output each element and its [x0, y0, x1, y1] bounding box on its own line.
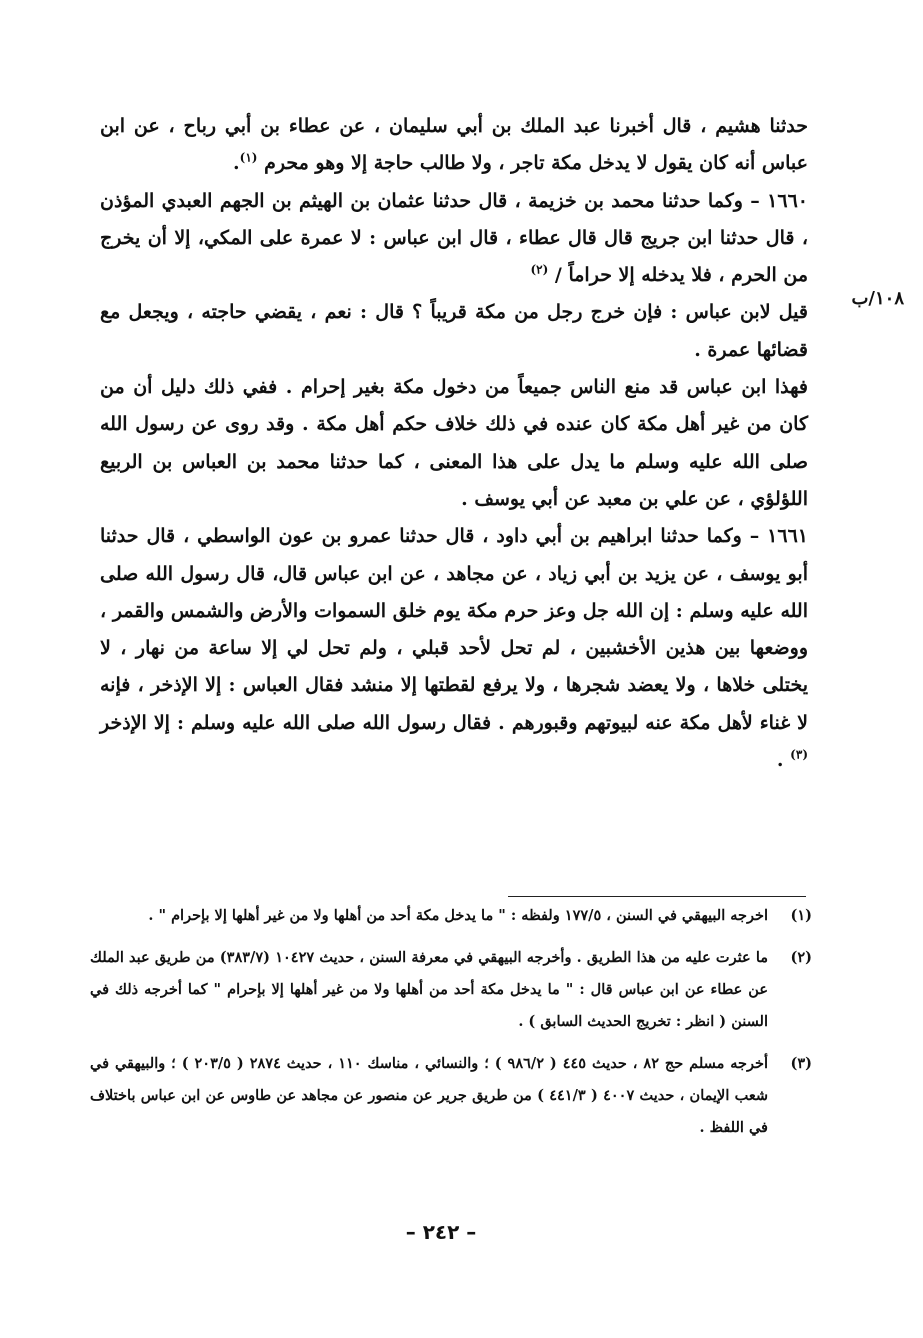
footnote-ref-2: (٢) [530, 262, 549, 277]
footnote-text: ما عثرت عليه من هذا الطريق . وأخرجه البيهقي في معرفة السنن ، حديث ١٠٤٢٧ (٣٨٣/٧) من طريق عبد الملك عن عطاء عن ابن عباس قال : " ما يدخل مكة أحد من أهلها ولا من غير أهلها إلا بإحرام " كما أخرجه ذلك في السنن ( انظر : تخريج الحديث السابق ) . [90, 949, 769, 1030]
paragraph-2-text: ١٦٦٠ – وكما حدثنا محمد بن خزيمة ، قال حدثنا عثمان بن الهيثم بن الجهم العبدي المؤذن ، قال حدثنا ابن جريج قال قال عطاء ، قال ابن عباس : لا عمرة على المكي، إلا أن يخرج من الحرم ، فلا يدخله إلا حراماً / [100, 189, 808, 287]
footnote-ref-3: (٣) [790, 747, 808, 762]
footnote-text: اخرجه البيهقي في السنن ، ١٧٧/٥ ولفظه : " ما يدخل مكة أحد من أهلها ولا من غير أهلها إلا بإحرام " . [148, 907, 768, 924]
manuscript-folio-marker: ١٠٨/ب [851, 288, 904, 309]
footnote-3 [90, 1048, 812, 1144]
footnote-number: (١) [790, 907, 812, 924]
footnote-1 [90, 900, 812, 932]
footnote-divider [508, 896, 806, 897]
paragraph-1-end: . [233, 152, 240, 175]
footnote-number: (٣) [790, 1055, 812, 1072]
footnote-number: (٢) [790, 949, 812, 966]
footnote-text: أخرجه مسلم حج ٨٢ ، حديث ٤٤٥ ( ٩٨٦/٢ ) ؛ والنسائي ، مناسك ١١٠ ، حديث ٢٨٧٤ ( ٢٠٣/٥ ) ؛ والبيهقي في شعب الإيمان ، حديث ٤٠٠٧ ( ٤٤١/٣ ) من طريق جرير عن منصور عن مجاهد عن طاوس عن ابن عباس باختلاف في اللفظ . [90, 1055, 768, 1136]
paragraph-1 [100, 108, 808, 183]
paragraph-hadith-1661 [100, 518, 808, 779]
footnote-ref-1: (١) [239, 150, 258, 165]
paragraph-3: قيل لابن عباس : فإن خرج رجل من مكة قريباً ؟ قال : نعم ، يقضي حاجته ، ويجعل مع قضائها عمرة . [100, 301, 808, 361]
page-number: – ٢٤٢ – [405, 1220, 477, 1244]
paragraph-5-end: . [776, 749, 784, 772]
main-text [100, 108, 808, 779]
footnotes [90, 900, 812, 1154]
paragraph-1-text: حدثنا هشيم ، قال أخبرنا عبد الملك بن أبي سليمان ، عن عطاء بن أبي رباح ، عن ابن عباس أنه كان يقول لا يدخل مكة تاجر ، ولا طالب حاجة إلا وهو محرم [100, 115, 808, 175]
footnote-2 [90, 942, 812, 1038]
paragraph-4: فهذا ابن عباس قد منع الناس جميعاً من دخول مكة بغير إحرام . ففي ذلك دليل أن من كان من غير أهل مكة كان عنده في ذلك خلاف حكم أهل مكة . وقد روى عن رسول الله صلى الله عليه وسلم ما يدل على هذا المعنى ، كما حدثنا محمد بن العباس بن الربيع اللؤلؤي ، عن علي بن معبد عن أبي يوسف . [100, 376, 808, 510]
paragraph-5-text: ١٦٦١ – وكما حدثنا ابراهيم بن أبي داود ، قال حدثنا عمرو بن عون الواسطي ، قال حدثنا أبو يوسف ، عن يزيد بن أبي زياد ، عن مجاهد ، عن ابن عباس قال، قال رسول الله صلى الله عليه وسلم : إن الله جل وعز حرم مكة يوم خلق السموات والأرض والشمس والقمر ، ووضعها بين هذين الأخشبين ، لم تحل لأحد قبلي ، ولم تحل لي إلا ساعة من نهار ، لا يختلى خلاها ، ولا يعضد شجرها ، ولا يرفع لقطتها إلا منشد فقال العباس : إلا الإذخر ، فإنه لا غناء لأهل مكة عنه لبيوتهم وقبورهم . فقال رسول الله صلى الله عليه وسلم : إلا الإذخر [100, 525, 809, 734]
paragraph-hadith-1660 [100, 183, 808, 295]
